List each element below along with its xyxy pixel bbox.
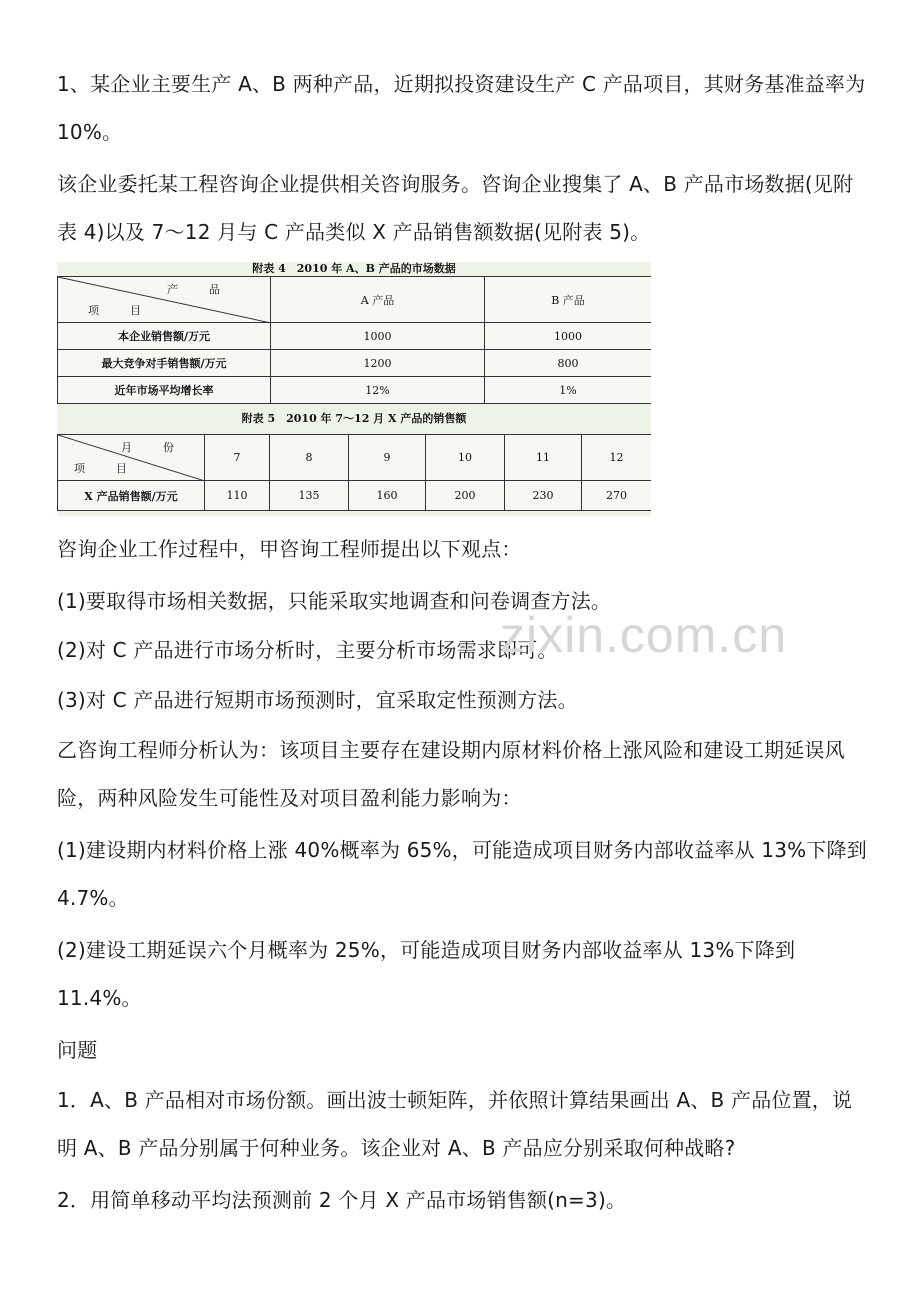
table5 — [57, 434, 651, 511]
table5-cell: 110 — [205, 481, 270, 511]
watermark: zixin.com.cn — [500, 607, 788, 663]
table4-cell: 800 — [485, 350, 652, 377]
risk-2: (2)建设工期延误六个月概率为 25%，可能造成项目财务内部收益率从 13%下降到 11.4%。 — [57, 938, 796, 1010]
table4 — [57, 276, 651, 404]
table5-header-month: 月 份 — [121, 441, 184, 454]
table5-cell: 230 — [505, 481, 582, 511]
table5-month: 12 — [582, 435, 652, 481]
table4-cell: 1200 — [271, 350, 485, 377]
risk-1: (1)建设期内材料价格上涨 40%概率为 65%，可能造成项目财务内部收益率从 13%下降到 4.7%。 — [57, 838, 867, 910]
viewpoint-1: (1)要取得市场相关数据，只能采取实地调查和问卷调查方法。 — [57, 589, 612, 613]
table4-cell: 1% — [485, 377, 652, 404]
scanned-tables-image — [57, 262, 651, 516]
table5-cell: 200 — [426, 481, 505, 511]
viewpoint-2: (2)对 C 产品进行市场分析时，主要分析市场需求即可。 — [57, 638, 558, 662]
table4-cell: 1000 — [485, 323, 652, 350]
table5-month: 11 — [505, 435, 582, 481]
table5-caption: 附表 5 2010 年 7～12 月 X 产品的销售额 — [57, 404, 651, 434]
table5-month: 8 — [270, 435, 349, 481]
table5-cell: 135 — [270, 481, 349, 511]
engineer-a-intro: 咨询企业工作过程中，甲咨询工程师提出以下观点： — [57, 537, 522, 561]
question-1: 1．A、B 产品相对市场份额。画出波士顿矩阵，并依照计算结果画出 A、B 产品位置，说明 A、B 产品分别属于何种业务。该企业对 A、B 产品应分别采取何种战略? — [57, 1088, 853, 1160]
table4-col-a: A 产品 — [271, 277, 485, 323]
question-2: 2．用简单移动平均法预测前 2 个月 X 产品市场销售额(n=3)。 — [57, 1188, 627, 1212]
table5-diagonal-header — [58, 435, 205, 481]
consulting-paragraph: 该企业委托某工程咨询企业提供相关咨询服务。咨询企业搜集了 A、B 产品市场数据(见附表 4)以及 7～12 月与 C 产品类似 X 产品销售额数据(见附表 5)。 — [57, 172, 854, 244]
table4-cell: 12% — [271, 377, 485, 404]
question-intro: 1、某企业主要生产 A、B 两种产品，近期拟投资建设生产 C 产品项目，其财务基准益率为 10%。 — [57, 72, 866, 144]
engineer-b-analysis: 乙咨询工程师分析认为：该项目主要存在建设期内原材料价格上涨风险和建设工期延误风险，两种风险发生可能性及对项目盈利能力影响为： — [57, 738, 845, 810]
table4-row-label: 最大竞争对手销售额/万元 — [58, 350, 271, 377]
viewpoint-3: (3)对 C 产品进行短期市场预测时，宜采取定性预测方法。 — [57, 688, 578, 712]
questions-heading: 问题 — [57, 1038, 98, 1062]
table4-header-item: 项 目 — [88, 304, 151, 317]
table5-cell: 160 — [349, 481, 426, 511]
table4-diagonal-header — [58, 277, 271, 323]
table5-month: 7 — [205, 435, 270, 481]
table4-header-product: 产 品 — [167, 283, 230, 296]
table5-row-label: X 产品销售额/万元 — [58, 481, 205, 511]
table4-row-label: 本企业销售额/万元 — [58, 323, 271, 350]
table4-row-label: 近年市场平均增长率 — [58, 377, 271, 404]
table5-month: 10 — [426, 435, 505, 481]
table5-cell: 270 — [582, 481, 652, 511]
table4-col-b: B 产品 — [485, 277, 652, 323]
table5-header-item: 项 目 — [74, 462, 137, 475]
table4-caption: 附表 4 2010 年 A、B 产品的市场数据 — [57, 262, 651, 276]
table5-month: 9 — [349, 435, 426, 481]
table4-cell: 1000 — [271, 323, 485, 350]
